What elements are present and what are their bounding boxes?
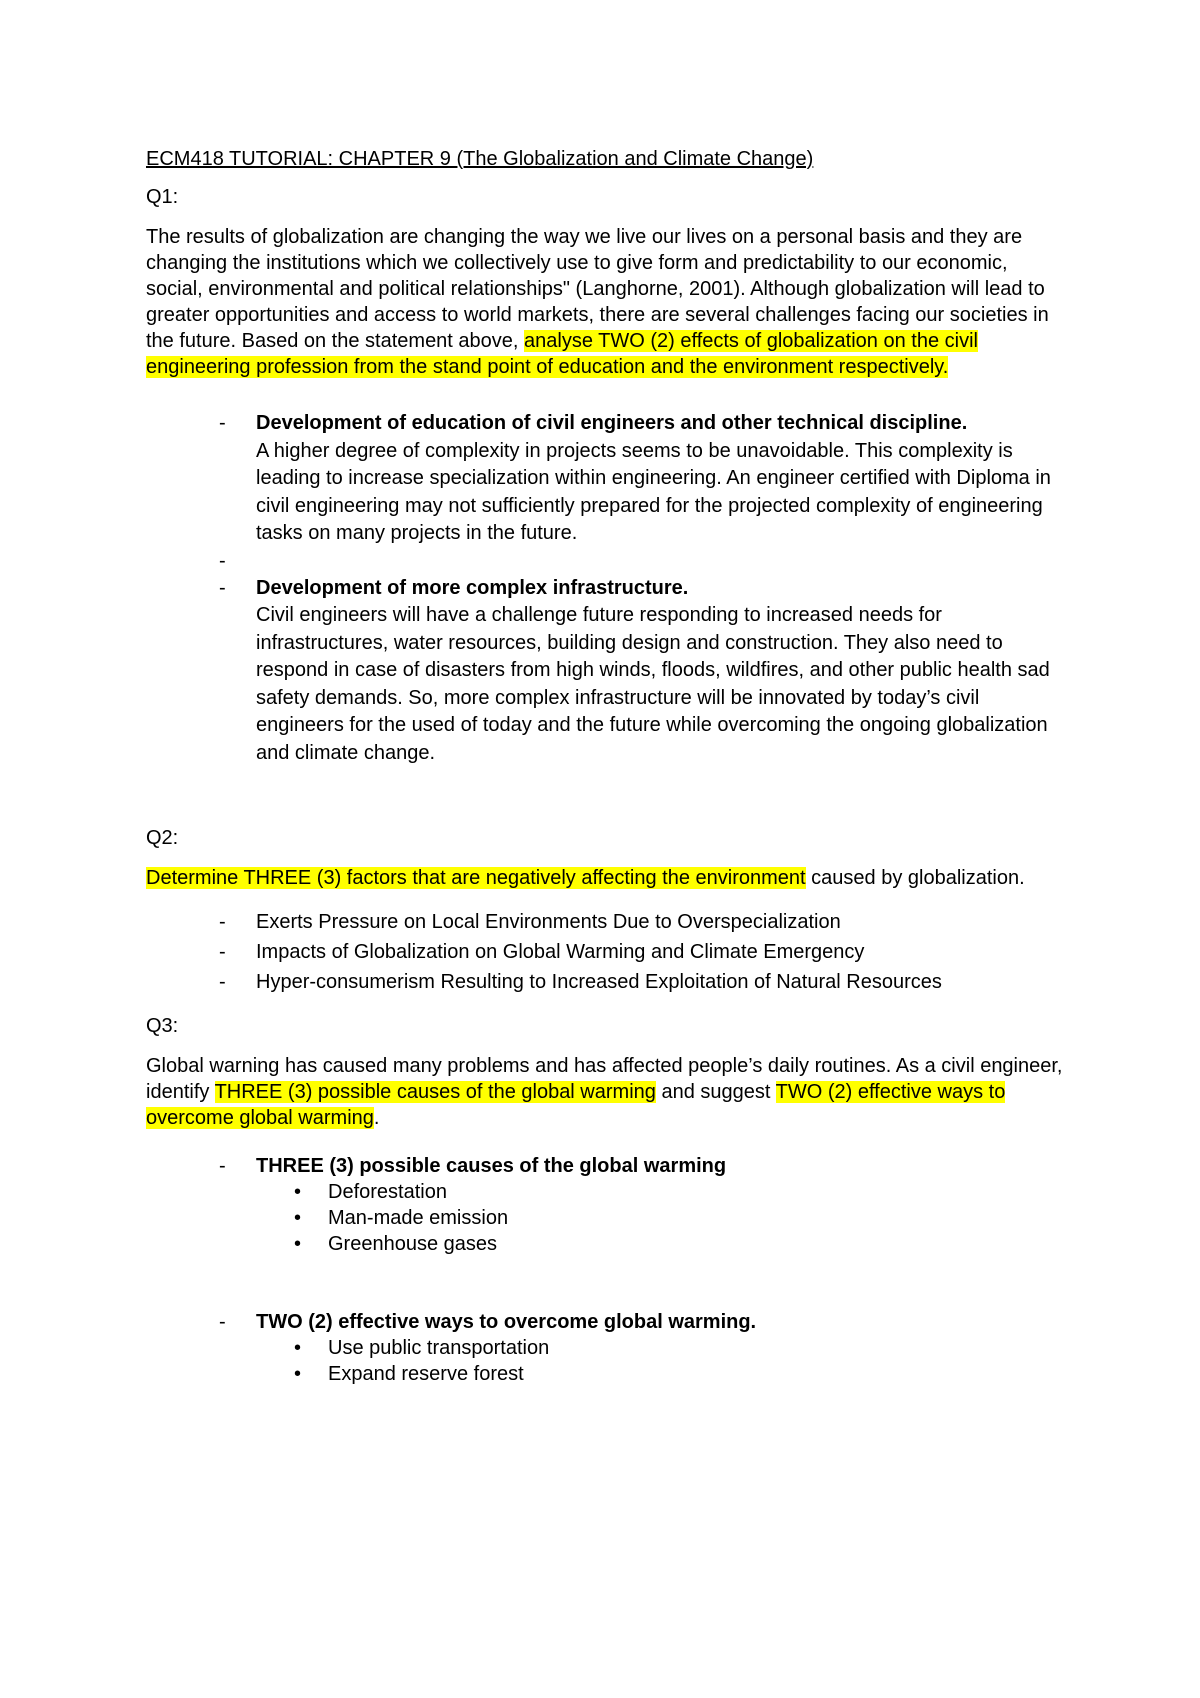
q2-question-text: caused by globalization. xyxy=(805,867,1025,889)
q3-question-highlight: THREE (3) possible causes of the global warming xyxy=(214,1081,656,1103)
q3-question-highlight: TWO (2) effective ways to overcome global warming xyxy=(146,1081,1006,1129)
q3-label: Q3: xyxy=(146,1015,179,1037)
dash-marker: - xyxy=(219,971,226,993)
q1-answer-item xyxy=(146,575,1066,768)
document-content xyxy=(146,146,1066,1387)
q3-ways-heading: TWO (2) effective ways to overcome global warming. xyxy=(256,1311,757,1333)
bullet-text: Deforestation xyxy=(328,1181,447,1203)
bullet-marker: • xyxy=(294,1233,302,1255)
q1-question xyxy=(146,224,1066,380)
q2-answer-text: Impacts of Globalization on Global Warming and Climate Emergency xyxy=(256,941,865,963)
q2-question-highlight: Determine THREE (3) factors that are negatively affecting the environment xyxy=(146,867,806,889)
q3-ways-item xyxy=(146,1309,1066,1387)
q1-label: Q1: xyxy=(146,186,179,208)
q1-answer-list xyxy=(146,410,1066,767)
q1-answer-heading: Development of more complex infrastructure. xyxy=(256,576,689,599)
bullet-marker: • xyxy=(294,1207,302,1229)
q1-question-highlight: analyse TWO (2) effects of globalization on the civil engineering profession from the stand point of education and the environment respectively. xyxy=(146,330,978,378)
q1-answer-body: Civil engineers will have a challenge future responding to increased needs for infrastructures, water resources, building design and construction. They also need to respond in case of disasters from high winds, floods, wildfires, and other public health sad safety demands. So, more complex infrastructure will be innovated by today’s civil engineers for the used of today and the future while overcoming the ongoing globalization and climate change. xyxy=(256,604,1050,764)
q2-answer-item xyxy=(146,937,1066,967)
q2-answer-text: Hyper-consumerism Resulting to Increased Exploitation of Natural Resources xyxy=(256,971,942,993)
document-title: ECM418 TUTORIAL: CHAPTER 9 (The Globalization and Climate Change) xyxy=(146,148,814,170)
q2-answer-list xyxy=(146,907,1066,997)
dash-marker: - xyxy=(219,941,226,963)
bullet-text: Man-made emission xyxy=(328,1207,509,1229)
bullet-marker: • xyxy=(294,1363,302,1385)
q2-answer-item xyxy=(146,967,1066,997)
bullet-item xyxy=(256,1231,1066,1257)
q1-answer-item xyxy=(146,410,1066,548)
bullet-marker: • xyxy=(294,1337,302,1359)
q3-answer-list xyxy=(146,1153,1066,1387)
q1-question-text: The results of globalization are changing the way we live our lives on a personal basis and they are changing the institutions which we collectively use to give form and predictability to our economic, social, environmental and political relationships" (Langhorne, 2001). Although globalization will lead to greater opportunities and access to world markets, there are several challenges facing our societies in the future. Based on the statement above, xyxy=(146,226,1049,352)
q3-question xyxy=(146,1053,1066,1131)
q1-answer-body: A higher degree of complexity in projects seems to be unavoidable. This complexity is leading to increase specialization within engineering. An engineer certified with Diploma in civil engineering may not sufficiently prepared for the projected complexity of engineering tasks on many projects in the future. xyxy=(256,439,1051,544)
dash-marker: - xyxy=(219,1311,226,1333)
q3-ways-bullets xyxy=(256,1335,1066,1387)
q3-question-text: . xyxy=(373,1107,380,1129)
bullet-text: Use public transportation xyxy=(328,1337,550,1359)
dash-marker: - xyxy=(219,412,226,434)
bullet-text: Greenhouse gases xyxy=(328,1233,498,1255)
dash-marker: - xyxy=(219,1155,226,1177)
spacer xyxy=(146,767,1066,825)
dash-marker: - xyxy=(219,549,226,572)
bullet-item xyxy=(256,1335,1066,1361)
bullet-text: Expand reserve forest xyxy=(328,1363,524,1385)
q1-answer-heading: Development of education of civil engineers and other technical discipline. xyxy=(256,412,968,434)
bullet-item xyxy=(256,1205,1066,1231)
dash-marker: - xyxy=(219,911,226,933)
q3-question-text: Global warning has caused many problems and has affected people’s daily routines. As a civil engineer, identify xyxy=(146,1055,1063,1103)
q2-answer-item xyxy=(146,907,1066,937)
spacer xyxy=(146,997,1066,1013)
q3-causes-item xyxy=(146,1153,1066,1257)
dash-marker: - xyxy=(219,576,226,599)
q3-causes-bullets xyxy=(256,1179,1066,1257)
q3-causes-heading: THREE (3) possible causes of the global warming xyxy=(256,1155,727,1177)
bullet-item xyxy=(256,1179,1066,1205)
q1-answer-item-empty xyxy=(146,548,1066,575)
q2-answer-text: Exerts Pressure on Local Environments Due to Overspecialization xyxy=(256,911,841,933)
bullet-marker: • xyxy=(294,1181,302,1203)
bullet-item xyxy=(256,1361,1066,1387)
q2-question xyxy=(146,865,1066,891)
q3-question-text: and suggest xyxy=(655,1081,776,1103)
q2-label: Q2: xyxy=(146,827,179,849)
